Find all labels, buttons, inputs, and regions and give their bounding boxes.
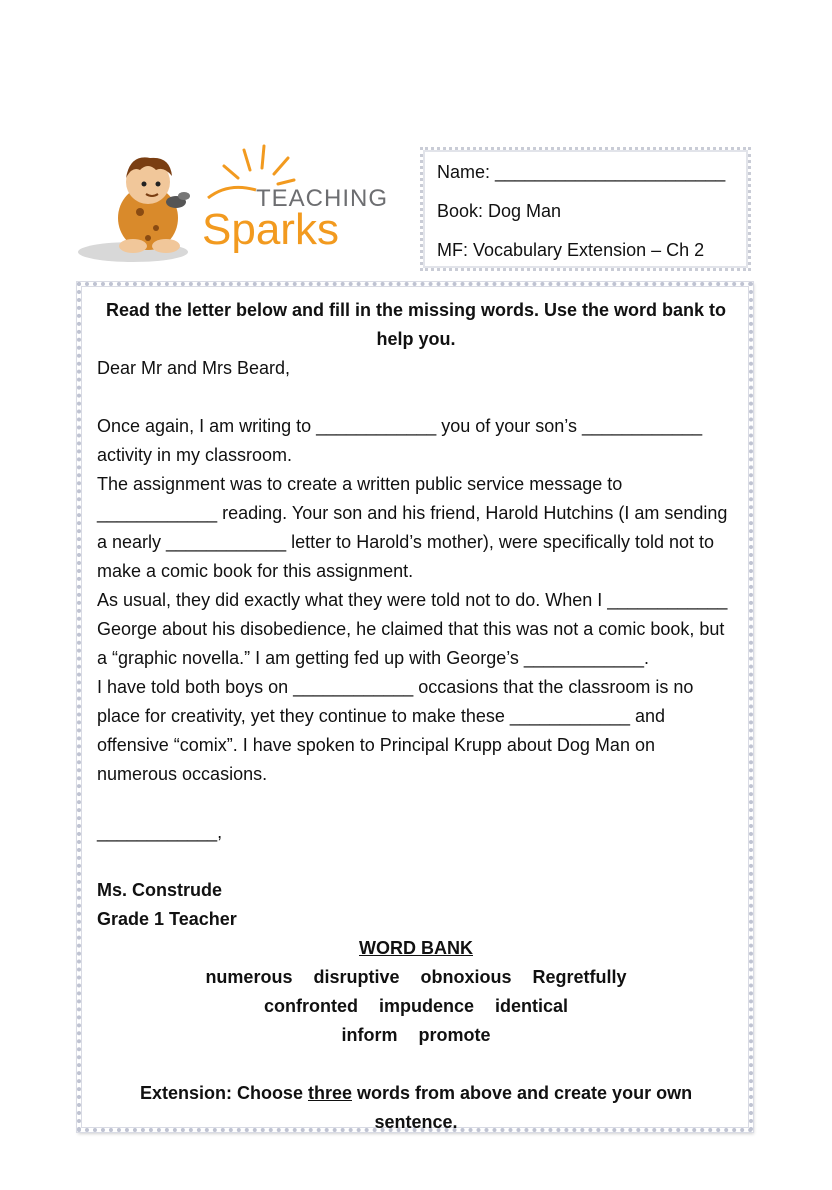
extension-text-before: Extension: Choose	[139, 1083, 308, 1103]
signature-role: Grade 1 Teacher	[97, 909, 237, 929]
word-bank-title: WORD BANK	[359, 938, 473, 958]
name-field[interactable]: Name: _______________________	[437, 162, 726, 182]
extension-text-underlined: three	[307, 1083, 352, 1103]
letter-greeting: Dear Mr and Mrs Beard,	[97, 358, 291, 378]
word-bank-item: identical	[495, 996, 569, 1016]
word-bank-item: promote	[418, 1025, 491, 1045]
instructions: Read the letter below and fill in the missing words. Use the word bank to help you.	[105, 300, 727, 349]
extension-text-after: words from above and create your own sentence.	[351, 1083, 693, 1132]
student-info-box	[420, 147, 751, 271]
word-bank-item: obnoxious	[420, 967, 512, 987]
word-bank-item: disruptive	[313, 967, 400, 987]
word-bank-item: Regretfully	[532, 967, 627, 987]
mf-label: MF: Vocabulary Extension – Ch 2	[437, 240, 705, 260]
word-bank-row	[97, 992, 735, 1021]
extension-task	[97, 1079, 735, 1137]
letter-paragraph-2[interactable]: The assignment was to create a written public service message to ____________ reading. Your son and his friend, Harold Hutchins (I am sending a nearly ____________ letter to Harold’s mother), were specifically told not to make a comic book for this assignment.	[97, 474, 728, 581]
word-bank-row	[97, 1021, 735, 1050]
logo-sparks-text: Sparks	[202, 205, 339, 254]
letter-closing[interactable]: ____________,	[97, 822, 223, 842]
book-label: Book: Dog Man	[437, 201, 562, 221]
logo-teaching-text: TEACHING	[256, 185, 389, 212]
letter-paragraph-3[interactable]: As usual, they did exactly what they were told not to do. When I ____________ George about his disobedience, he claimed that this was not a comic book, but a “graphic novella.” I am getting fed up with George’s ____________.	[97, 590, 728, 668]
letter-paragraph-1[interactable]: Once again, I am writing to ____________ you of your son’s ____________ activity in my classroom.	[97, 416, 703, 465]
worksheet-frame	[77, 282, 753, 1132]
caveman-mascot-icon	[78, 140, 398, 270]
word-bank-item: numerous	[205, 967, 293, 987]
word-bank-row	[97, 963, 735, 992]
letter-paragraph-4[interactable]: I have told both boys on ____________ occasions that the classroom is no place for creativity, yet they continue to make these ____________ and offensive “comix”. I have spoken to Principal Krupp about Dog Man on numerous occasions.	[97, 677, 694, 784]
word-bank-item: inform	[341, 1025, 398, 1045]
teaching-sparks-logo	[78, 140, 398, 270]
signature: Ms. Construde	[97, 880, 223, 900]
word-bank-item: confronted	[263, 996, 358, 1016]
worksheet-content	[97, 296, 735, 1137]
word-bank-item: impudence	[378, 996, 474, 1016]
